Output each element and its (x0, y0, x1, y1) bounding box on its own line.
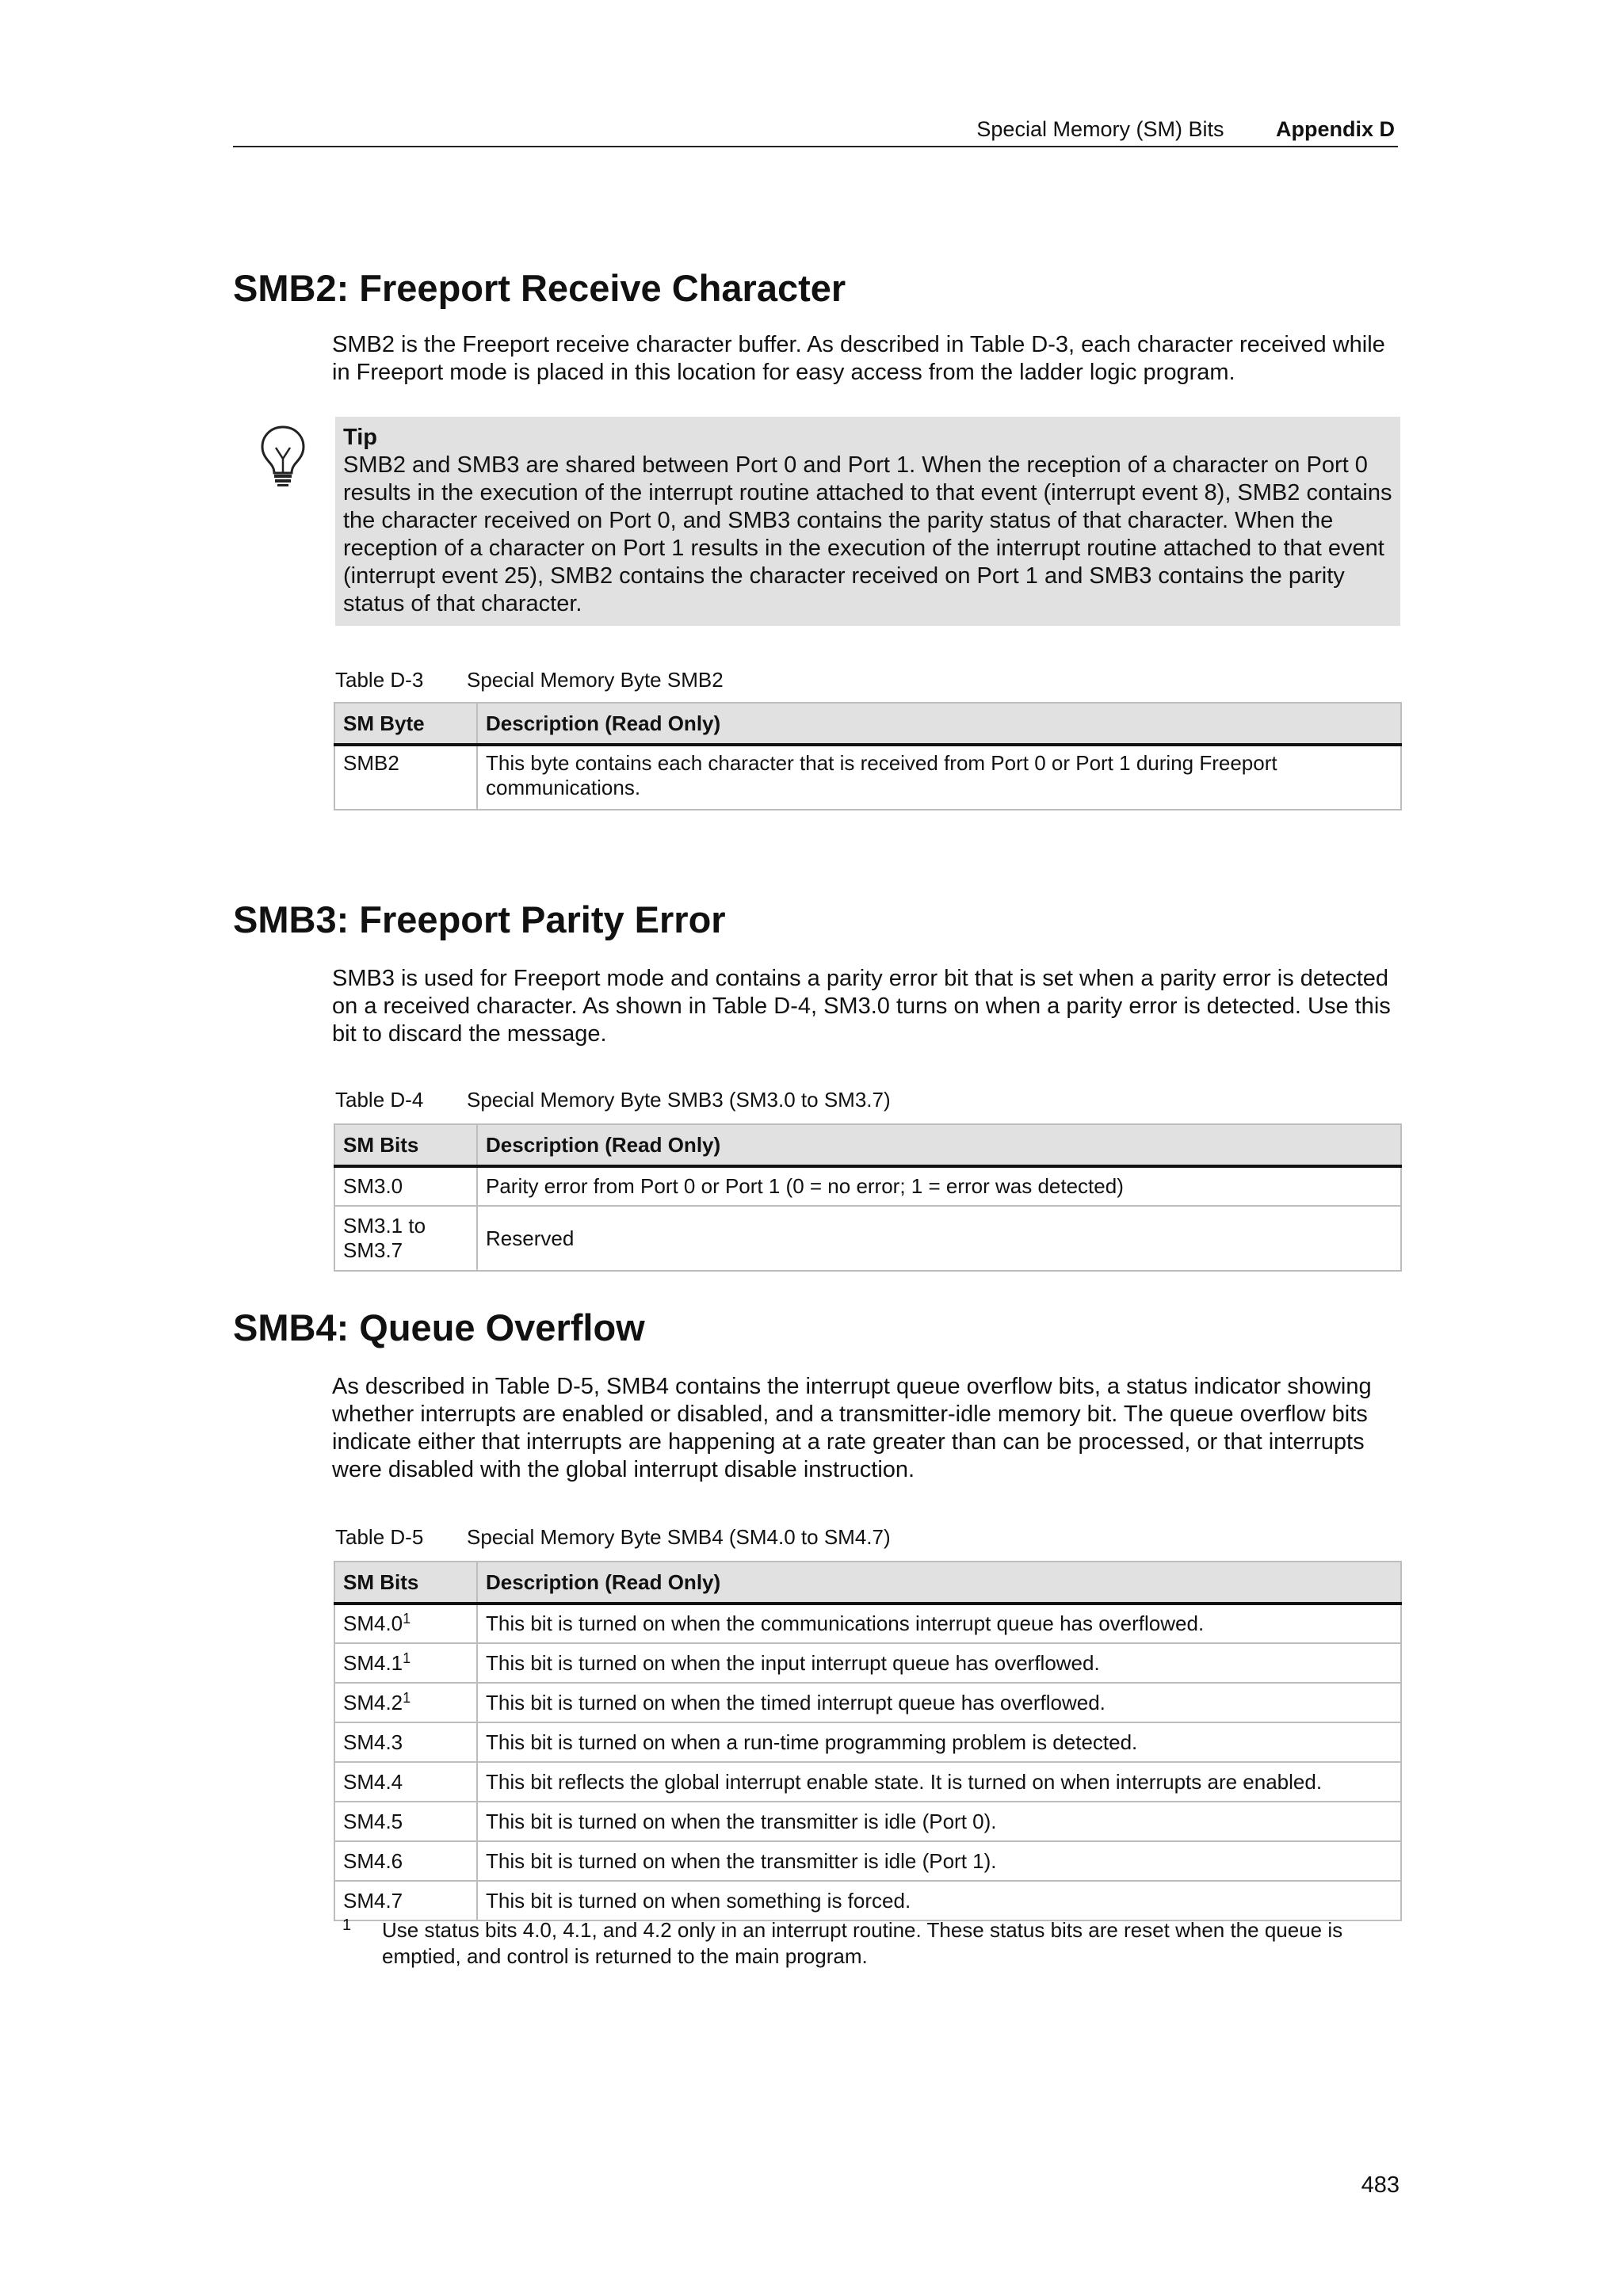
paragraph-smb2: SMB2 is the Freeport receive character buffer. As described in Table D-3, each character received while in Freeport mode is placed in this location for easy access from the ladder logic program. (332, 332, 1385, 385)
footnote-marker: 1 (403, 1650, 411, 1666)
table-caption-d3 (335, 667, 724, 692)
heading-smb2: SMB2: Freeport Receive Character (233, 267, 846, 309)
table-cell-bit: SM3.0 (334, 1166, 477, 1206)
footnote-marker: 1 (403, 1689, 411, 1706)
table-cell-bit: SM4.5 (334, 1802, 477, 1841)
table-d3 (334, 702, 1402, 810)
table-d4 (334, 1123, 1402, 1272)
table-number: Table D-5 (335, 1525, 424, 1549)
table-title: Special Memory Byte SMB4 (SM4.0 to SM4.7) (467, 1525, 891, 1549)
table-cell-desc: This bit is turned on when something is forced. (477, 1881, 1401, 1920)
running-header (233, 116, 1398, 147)
heading-smb3: SMB3: Freeport Parity Error (233, 898, 726, 940)
table-cell-desc: This byte contains each character that is received from Port 0 or Port 1 during Freeport communications. (477, 745, 1401, 810)
table-row (334, 1802, 1401, 1841)
table-row (334, 1166, 1401, 1206)
table-header-row (334, 703, 1401, 745)
table-footnote (342, 1917, 1404, 1970)
footnote-marker: 1 (403, 1611, 411, 1627)
table-row (334, 1206, 1401, 1271)
table-cell-desc: This bit reflects the global interrupt enable state. It is turned on when interrupts are enabled. (477, 1762, 1401, 1802)
column-header: Description (Read Only) (477, 1562, 1401, 1604)
table-cell-desc: Reserved (477, 1206, 1401, 1271)
heading-smb4: SMB4: Queue Overflow (233, 1306, 645, 1348)
bit-name: SM4.0 (343, 1611, 403, 1635)
table-cell-desc: This bit is turned on when the timed interrupt queue has overflowed. (477, 1683, 1401, 1722)
paragraph-smb4: As described in Table D-5, SMB4 contains the interrupt queue overflow bits, a status indicator showing whether interrupts are enabled or disabled, and a transmitter-idle memory bit. The queue overflow bits indicate either that interrupts are happening at a rate greater than can be processed, or that interrupts were disabled with the global interrupt disable instruction. (332, 1374, 1372, 1482)
column-header: SM Bits (334, 1124, 477, 1166)
column-header: SM Bits (334, 1562, 477, 1604)
footnote-number: 1 (342, 1917, 352, 1934)
header-appendix: Appendix D (1275, 117, 1395, 141)
table-cell-bit: SM4.7 (334, 1881, 477, 1920)
table-cell-desc: This bit is turned on when the transmitter is idle (Port 1). (477, 1841, 1401, 1881)
table-d5 (334, 1561, 1402, 1921)
table-title: Special Memory Byte SMB3 (SM3.0 to SM3.7) (467, 1088, 891, 1112)
table-number: Table D-4 (335, 1088, 424, 1112)
page-number: 483 (1361, 2172, 1400, 2198)
table-cell-desc: This bit is turned on when the transmitter is idle (Port 0). (477, 1802, 1401, 1841)
table-cell-desc: Parity error from Port 0 or Port 1 (0 = no error; 1 = error was detected) (477, 1166, 1401, 1206)
lightbulb-icon (258, 424, 307, 487)
table-number: Table D-3 (335, 668, 424, 692)
table-cell-bit (334, 1604, 477, 1643)
table-row (334, 1683, 1401, 1722)
table-cell-desc: This bit is turned on when the input interrupt queue has overflowed. (477, 1643, 1401, 1683)
table-cell-bit: SM4.4 (334, 1762, 477, 1802)
table-header-row (334, 1124, 1401, 1166)
table-cell-desc: This bit is turned on when the communications interrupt queue has overflowed. (477, 1604, 1401, 1643)
table-caption-d4 (335, 1087, 891, 1112)
table-cell-bit: SM3.1 to SM3.7 (334, 1206, 477, 1271)
table-cell-bit: SM4.6 (334, 1841, 477, 1881)
table-row (334, 1643, 1401, 1683)
column-header: Description (Read Only) (477, 1124, 1401, 1166)
tip-title: Tip (343, 425, 377, 450)
table-row (334, 1762, 1401, 1802)
table-row (334, 1841, 1401, 1881)
tip-box (335, 417, 1400, 626)
tip-text: SMB2 and SMB3 are shared between Port 0 and Port 1. When the reception of a character on Port 0 results in the execution of the interrupt routine attached to that event (interrupt event 8), SMB2 contains the character received on Port 0, and SMB3 contains the parity status of that character. When the reception of a character on Port 1 results in the execution of the interrupt routine attached to that event (interrupt event 25), SMB2 contains the character received on Port 1 and SMB3 contains the parity status of that character. (343, 452, 1392, 616)
table-cell-bit (334, 1683, 477, 1722)
table-row (334, 1722, 1401, 1762)
column-header: Description (Read Only) (477, 703, 1401, 745)
bit-name: SM4.2 (343, 1690, 403, 1714)
column-header: SM Byte (334, 703, 477, 745)
table-row (334, 1604, 1401, 1643)
table-cell-bit: SMB2 (334, 745, 477, 810)
table-row (334, 1881, 1401, 1920)
paragraph-smb3: SMB3 is used for Freeport mode and contains a parity error bit that is set when a parity error is detected on a received character. As shown in Table D-4, SM3.0 turns on when a parity error is detected. Use this bit to discard the message. (332, 966, 1391, 1047)
table-title: Special Memory Byte SMB2 (467, 668, 724, 692)
table-cell-desc: This bit is turned on when a run-time programming problem is detected. (477, 1722, 1401, 1762)
table-caption-d5 (335, 1524, 891, 1550)
table-cell-bit: SM4.3 (334, 1722, 477, 1762)
footnote-text: Use status bits 4.0, 4.1, and 4.2 only in an interrupt routine. These status bits are reset when the queue is emptied, and control is returned to the main program. (382, 1918, 1343, 1968)
table-cell-bit (334, 1643, 477, 1683)
bit-name: SM4.1 (343, 1650, 403, 1675)
header-section-title: Special Memory (SM) Bits (976, 117, 1224, 141)
table-row (334, 745, 1401, 810)
table-header-row (334, 1562, 1401, 1604)
